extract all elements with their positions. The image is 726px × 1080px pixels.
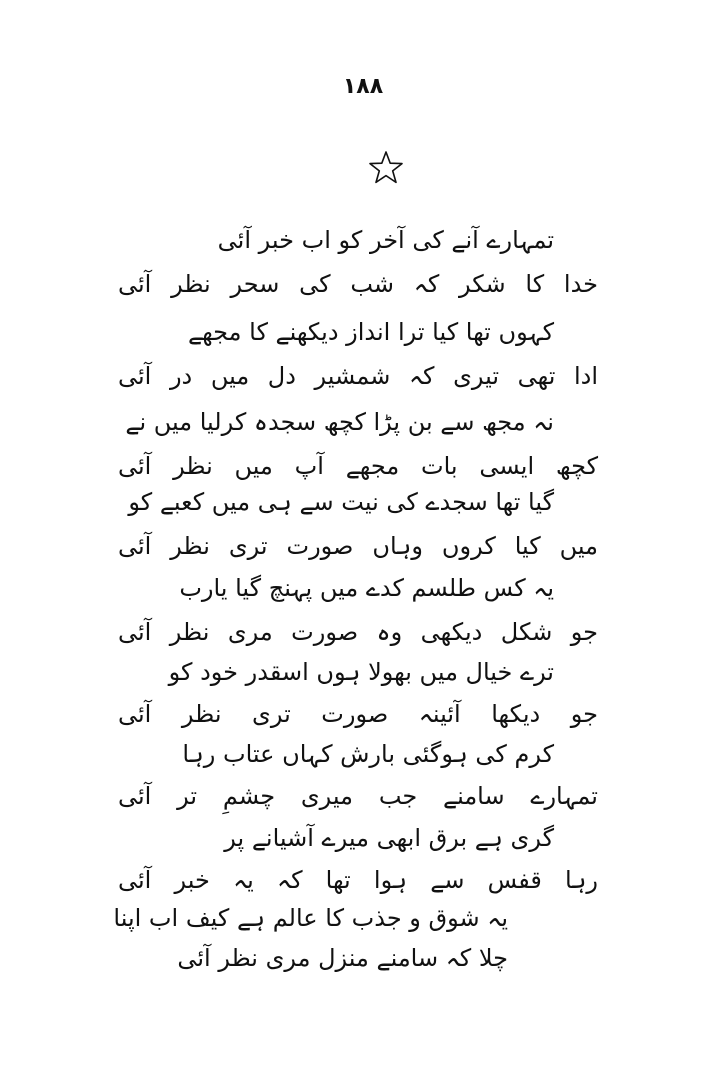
verse-line-6: کچھ ایسی بات مجھے آپ میں نظر آئی	[118, 452, 598, 480]
verse-line-7: گیا تھا سجدے کی نیت سے ہی میں کعبے کو	[128, 488, 554, 516]
verse-line-5: نہ مجھ سے بن پڑا کچھ سجدہ کرلیا میں نے	[125, 408, 554, 436]
verse-line-1: تمہارے آنے کی آخر کو اب خبر آئی	[217, 226, 554, 254]
final-verse-line-2: چلا کہ سامنے منزل مری نظر آئی	[177, 944, 508, 972]
verse-line-15: گری ہے برق ابھی میرے آشیانے پر	[224, 824, 554, 852]
verse-line-14: تمہارے سامنے جب میری چشمِ تر آئی	[118, 782, 598, 810]
verse-line-9: یہ کس طلسم کدے میں پہنچ گیا یارب	[179, 574, 554, 602]
verse-line-4: ادا تھی تیری کہ شمشیر دل میں در آئی	[118, 362, 598, 390]
verse-line-16: رہا قفس سے ہوا تھا کہ یہ خبر آئی	[118, 866, 598, 894]
verse-line-12: جو دیکھا آئینہ صورت تری نظر آئی	[118, 700, 598, 728]
final-verse-line-1: یہ شوق و جذب کا عالم ہے کیف اب اپنا	[113, 904, 508, 932]
verse-line-3: کہوں تھا کیا ترا انداز دیکھنے کا مجھے	[188, 318, 554, 346]
verse-line-2: خدا کا شکر کہ شب کی سحر نظر آئی	[118, 270, 598, 298]
verse-line-8: میں کیا کروں وہاں صورت تری نظر آئی	[118, 532, 598, 560]
star-icon	[368, 150, 404, 186]
verse-line-13: کرم کی ہوگئی بارش کہاں عتاب رہا	[182, 740, 554, 768]
verse-line-11: ترے خیال میں بھولا ہوں اسقدر خود کو	[168, 658, 554, 686]
verse-line-10: جو شکل دیکھی وہ صورت مری نظر آئی	[118, 618, 598, 646]
page-number: ۱۸۸	[342, 74, 384, 99]
